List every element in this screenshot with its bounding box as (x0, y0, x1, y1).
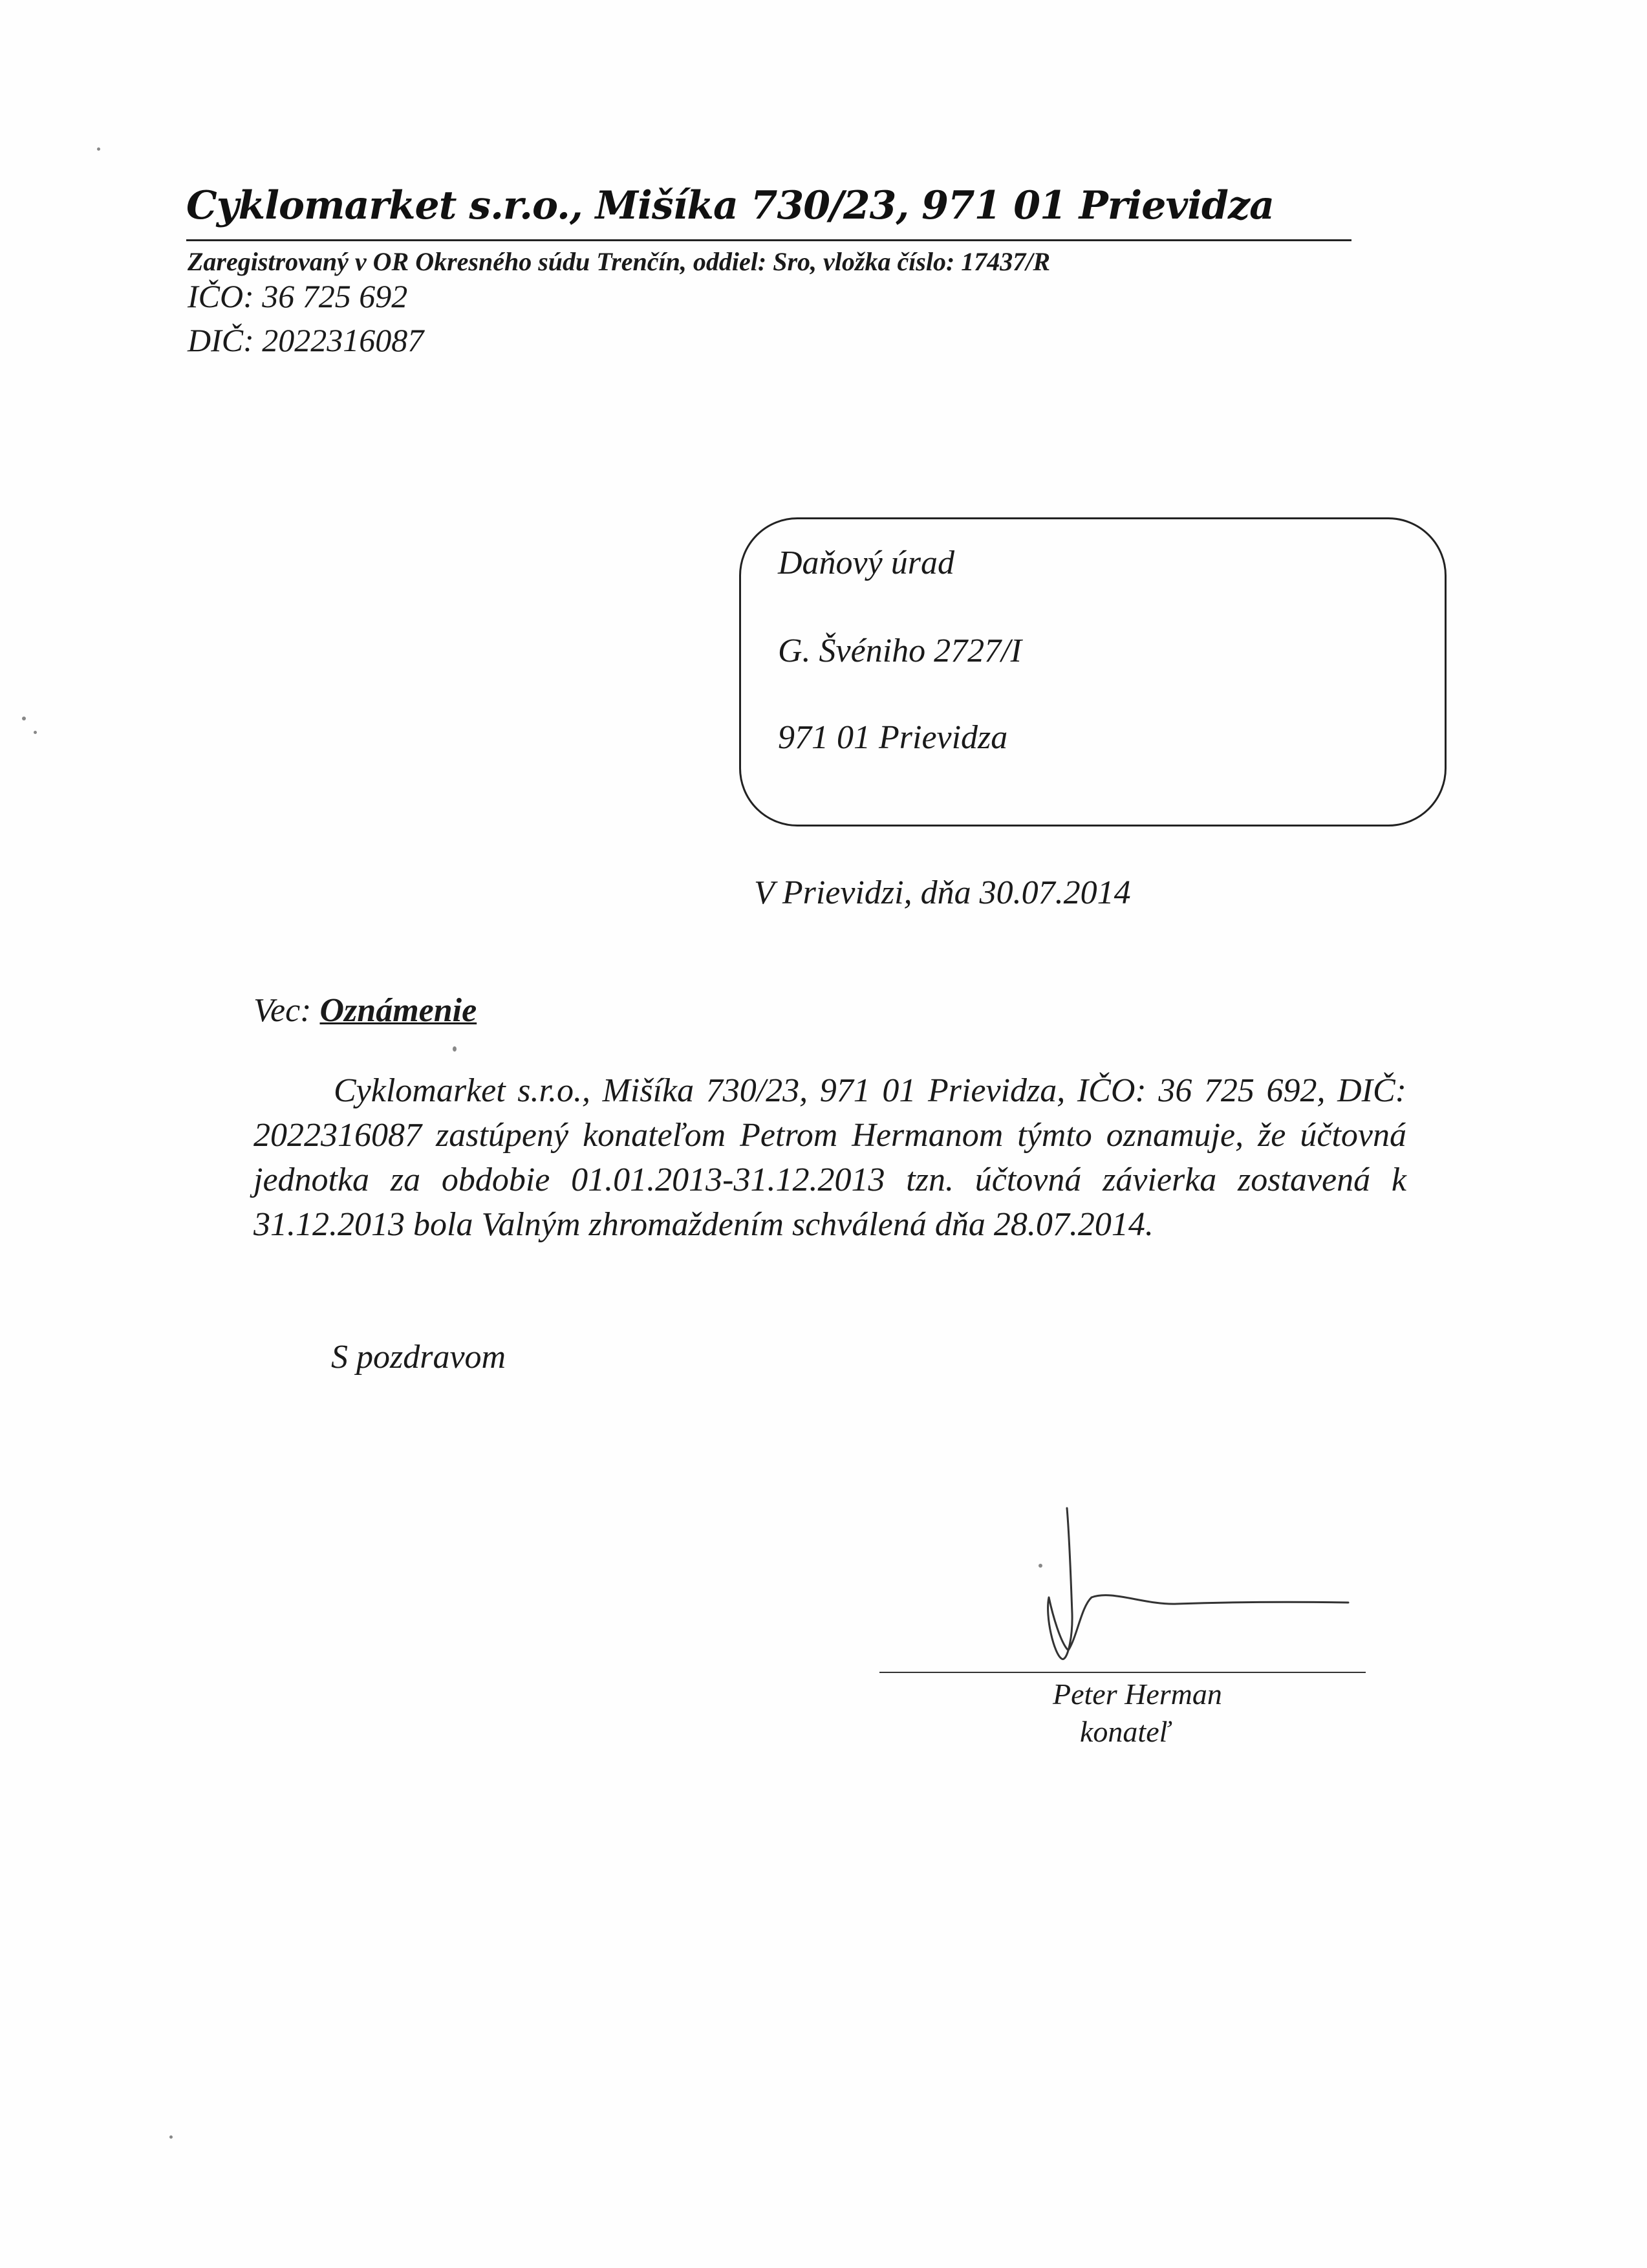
signer-name: Peter Herman (1053, 1678, 1222, 1711)
scan-speck (453, 1046, 457, 1052)
header-underline (186, 239, 1351, 241)
company-dic: DIČ: 2022316087 (188, 322, 424, 358)
subject-value: Oznámenie (319, 992, 477, 1029)
recipient-name: Daňový úrad (778, 545, 954, 581)
recipient-street: G. Švéniho 2727/I (778, 632, 1022, 669)
closing-greeting: S pozdravom (331, 1339, 506, 1376)
company-ico: IČO: 36 725 692 (188, 278, 408, 314)
scan-speck (34, 731, 37, 734)
place-and-date: V Prievidzi, dňa 30.07.2014 (754, 874, 1131, 911)
scan-speck (22, 717, 26, 720)
scan-speck (169, 2135, 173, 2139)
signature-line (879, 1672, 1366, 1673)
signer-role: konateľ (1080, 1715, 1170, 1748)
subject-line (253, 991, 477, 1031)
scan-speck (1039, 1564, 1042, 1568)
scan-speck (97, 147, 100, 151)
letter-body: Cyklomarket s.r.o., Mišíka 730/23, 971 01 Prievidza, IČO: 36 725 692, DIČ: 2022316087 zastúpený konateľom Petrom Hermanom týmto oznamuje, že účtovná jednotka za obdobie 01.01.2013-31.12.2013 tzn. účtovná závierka zostavená k 31.12.2013 bola Valným zhromaždením schválená dňa 28.07.2014. (253, 1072, 1406, 1243)
handwritten-signature (1022, 1500, 1371, 1675)
company-registration: Zaregistrovaný v OR Okresného súdu Trenčín, oddiel: Sro, vložka číslo: 17437/R (188, 247, 1051, 276)
recipient-city: 971 01 Prievidza (778, 719, 1008, 756)
company-header-title: Cyklomarket s.r.o., Mišíka 730/23, 971 01 Prievidza (186, 183, 1274, 228)
subject-label: Vec: (253, 992, 320, 1029)
